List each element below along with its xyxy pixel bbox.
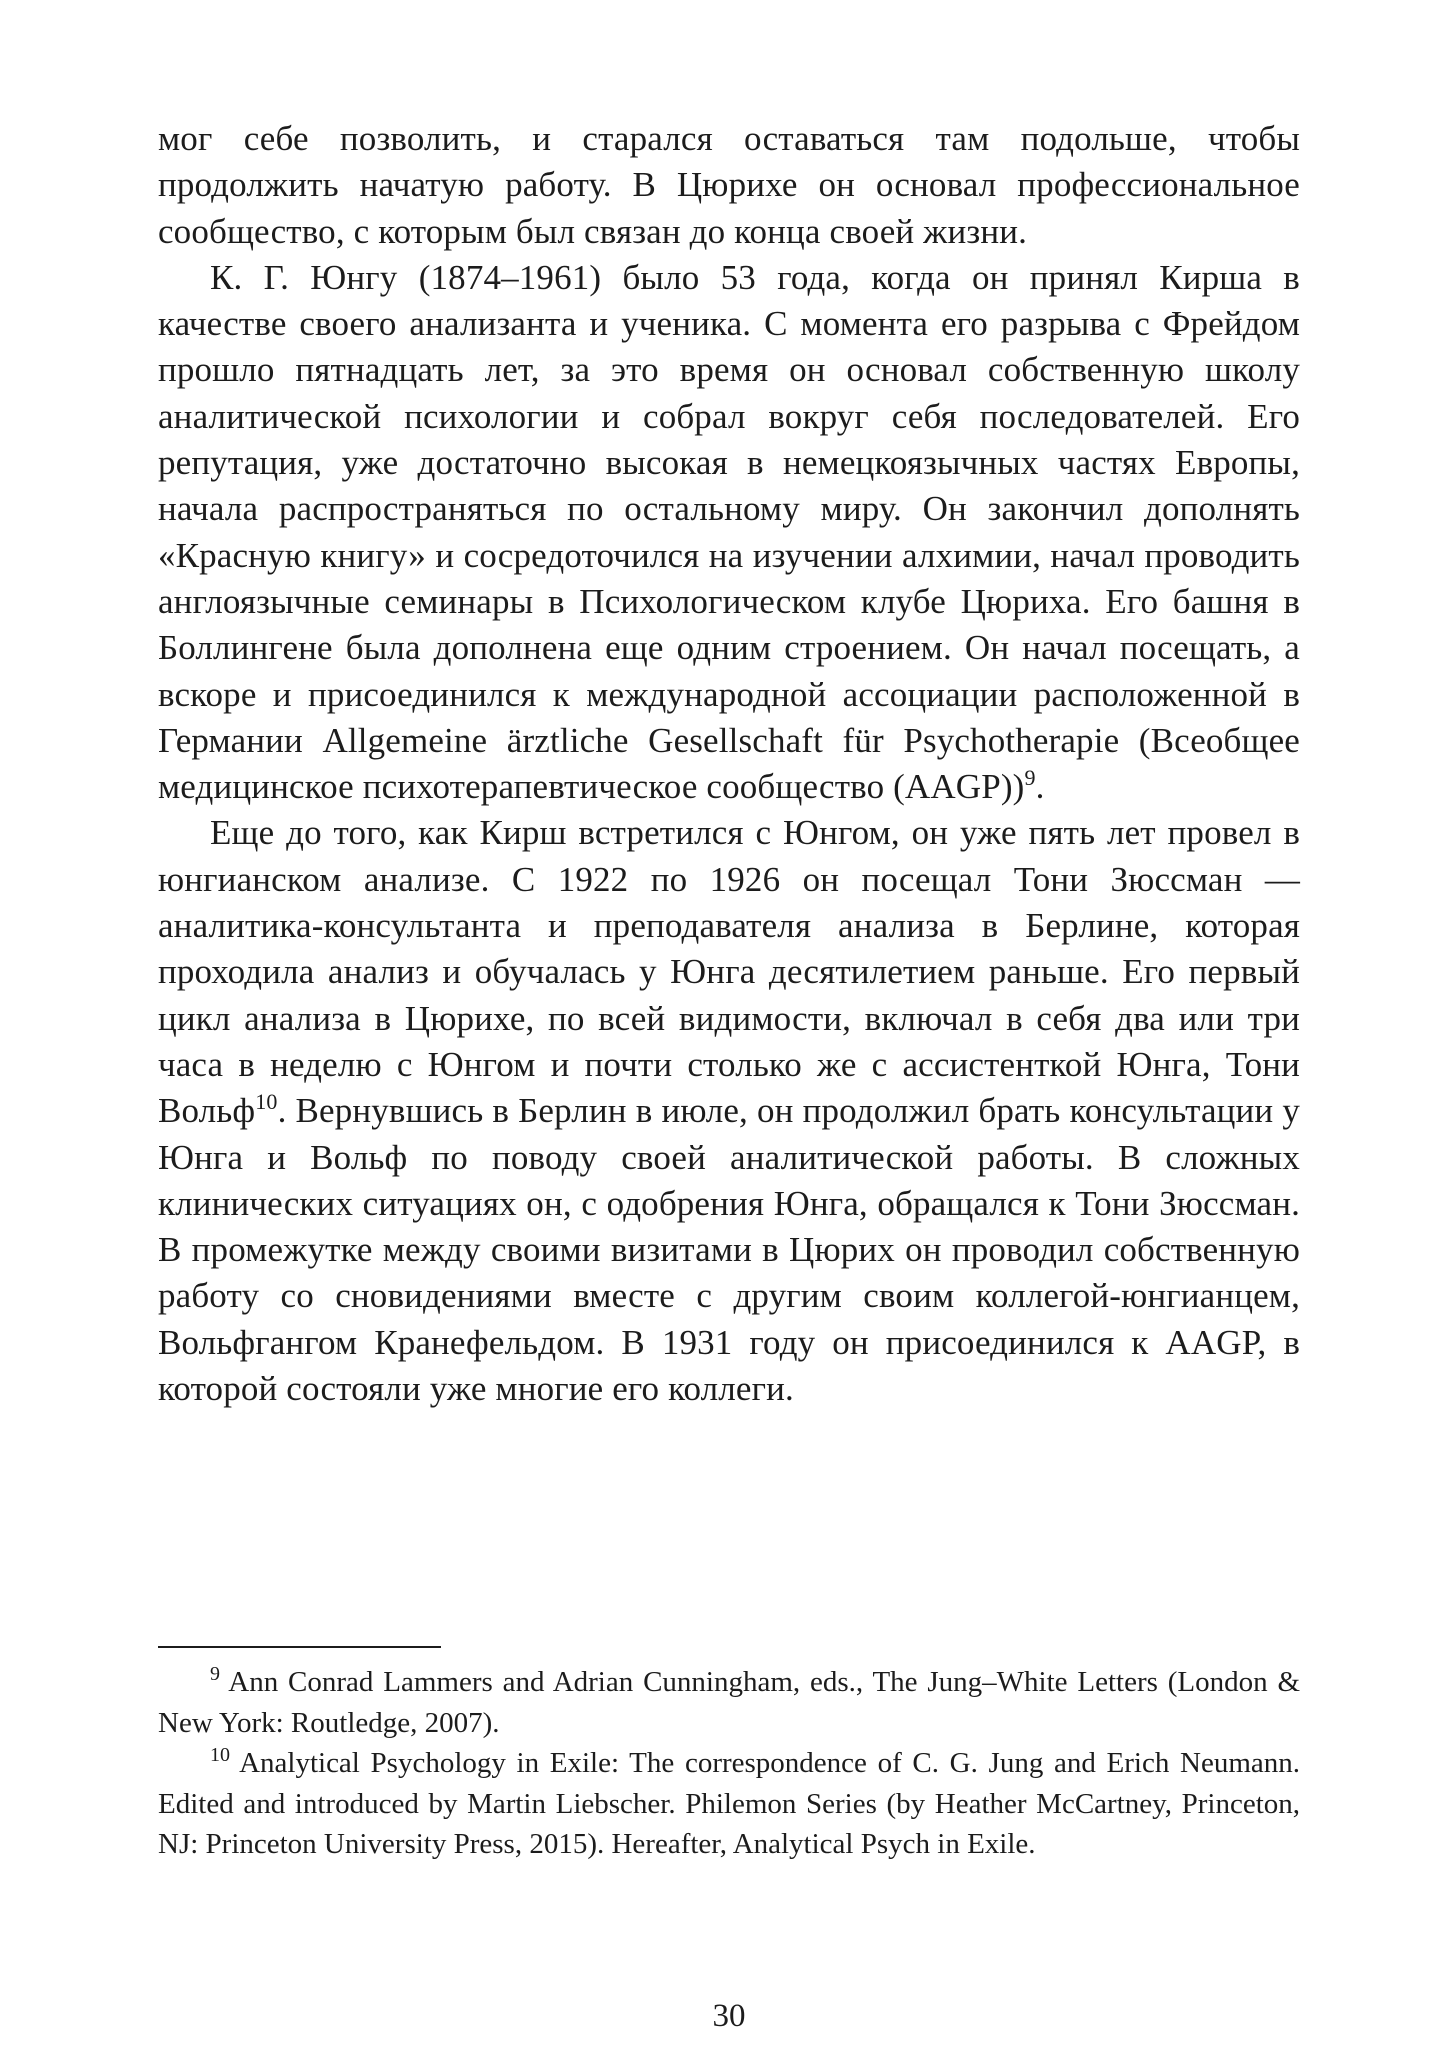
paragraph-3: [158, 810, 1300, 1412]
paragraph-1: [158, 116, 1300, 255]
book-page: [158, 116, 1301, 2034]
main-text: [158, 116, 1300, 1412]
paragraph-3-text: Еще до того, как Кирш встретился с Юнгом, он уже пять лет провел в юнгианском анализе. С 1922 по 1926 он посещал Тони Зюссман — аналитика-консультанта и преподавателя анализа в Берлине, которая проходила анализ и обучалась у Юнга десятилетием раньше. Его первый цикл анализа в Цюрихе, по всей видимости, включал в себя два или три часа в неделю с Юнгом и почти столько же с ассистенткой Юнга, Тони Вольф: [158, 813, 1300, 1131]
footnote-number: 9: [210, 1663, 220, 1685]
footnote-text: Ann Conrad Lammers and Adrian Cunningham, eds., The Jung–White Letters (London & New York: Routledge, 2007).: [158, 1666, 1301, 1739]
footnote-10: [158, 1743, 1300, 1865]
footnote-text: Analytical Psychology in Exile: The correspondence of C. G. Jung and Erich Neumann. Edited and introduced by Martin Liebscher. Philemon Series (by Heather McCartney, Princeton, NJ: Princeton University Press, 2015). Hereafter, Analytical Psych in Exile.: [158, 1747, 1300, 1860]
paragraph-2: [158, 255, 1300, 811]
paragraph-2-text: К. Г. Юнгу (1874–1961) было 53 года, когда он принял Кирша в качестве своего анализанта и ученика. С момента его разрыва с Фрейдом прошло пятнадцать лет, за это время он основал собственную школу аналитической психологии и собрал вокруг себя последователей. Его репутация, уже достаточно высокая в немецкоязычных частях Европы, начала распространяться по остальному миру. Он закончил дополнять «Красную книгу» и сосредоточился на изучении алхимии, начал проводить англоязычные семинары в Психологическом клубе Цюриха. Его башня в Боллингене была дополнена еще одним строением. Он начал посещать, а вскоре и присоединился к международной ассоциации расположенной в Германии Allgemeine ärztliche Gesellschaft für Psychotherapie (Всеобщее медицинское психотерапевтическое сообщество (AAGP)): [158, 257, 1300, 807]
paragraph-3-end: .: [277, 1091, 287, 1131]
footnote-number: 10: [210, 1744, 230, 1766]
footnote-ref-9[interactable]: 9: [1024, 765, 1036, 791]
paragraph-3-continued: Вернувшись в Берлин в июле, он продолжил брать консультации у Юнга и Вольф по поводу своей аналитической работы. В сложных клинических ситуациях он, с одобрения Юнга, обращался к Тони Зюссман. В промежутке между своими визитами в Цюрих он проводил собственную работу со сновидениями вместе с другим своим коллегой-юнгианцем, Вольфгангом Кранефельдом. В 1931 году он присоединился к AAGP, в которой состояли уже многие его коллеги.: [158, 1091, 1300, 1409]
paragraph-1-text: мог себе позволить, и старался оставаться там подольше, чтобы продолжить начатую работу. В Цюрихе он основал профессиональное сообщество, с которым был связан до конца своей жизни.: [158, 119, 1300, 251]
paragraph-2-end: .: [1035, 767, 1045, 807]
footnotes: [158, 1662, 1300, 1865]
footnote-ref-10[interactable]: 10: [255, 1089, 278, 1115]
page-number: 30: [712, 1998, 746, 2034]
footnote-divider: [158, 1646, 441, 1648]
footnote-9: [158, 1662, 1300, 1743]
